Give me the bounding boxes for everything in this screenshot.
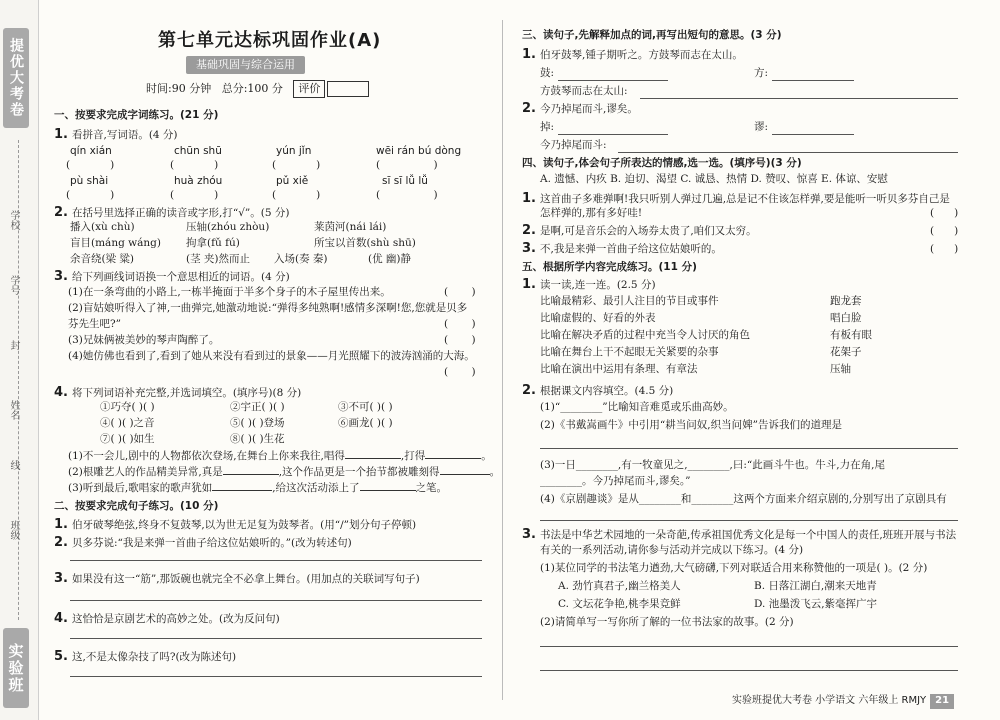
answer-blank[interactable]: ( ) [272,189,321,201]
series-logo-top: 提优大考卷 [3,28,29,128]
question-e1-cont: 怎样弹的,那有多好哇! [540,207,643,219]
section-3-heading: 三、读句子,先解释加点的词,再写出短句的意思。(3 分) [522,29,782,41]
match-right-item[interactable]: 压轴 [830,363,851,375]
sub-question: (1)某位同学的书法笔力遒劲,大气磅礴,下列对联适合用来称赞他的一项是( )。(2 分) [540,562,928,574]
pinyin: pǔ xiě [276,175,309,187]
question-e1: 1. 这首曲子多难弹啊!我只听别人弹过几遍,总是记不住该怎样弹,要是能听一听贝多芬自己是 [522,191,950,206]
answer-line[interactable] [772,134,854,135]
option-b[interactable]: B. 日落江湖白,潮来天地青 [754,580,877,592]
q3-sentence: (2)盲姑娘听得入了神,一曲弹完,她激动地说:“弹得多纯熟啊!感情多深啊!您,您就是贝多 [68,302,468,314]
question-p3: 3. 如果没有这一“筋”,那饭碗也就完全不必拿上舞台。(用加点的关联词写句子) [54,571,420,586]
page-subtitle: 基础巩固与综合运用 [186,56,305,74]
answer-blank[interactable]: ( ) [444,318,476,330]
seal-mark: 封 [8,340,19,350]
answer-blank[interactable]: ( ) [930,207,959,219]
section-2-heading: 二、按要求完成句子练习。(10 分) [54,500,219,512]
word-label: 方: [754,67,769,79]
line-mark: 线 [8,460,19,470]
question-e2: 2. 是啊,可是音乐会的入场券太贵了,咱们又太穷。 [522,223,757,238]
series-logo-bottom: 实验班 [3,628,29,708]
answer-line[interactable] [70,638,482,639]
match-left-item[interactable]: 比喻在舞台上干不起眼无关紧要的杂事 [540,346,719,358]
answer-line[interactable] [70,600,482,601]
emotion-options: A. 遗憾、内疚 B. 迫切、渴望 C. 诚恳、热情 D. 赞叹、惊喜 E. 体谅、安慰 [540,173,888,185]
answer-line[interactable] [540,448,958,449]
answer-blank[interactable]: ( ) [272,159,321,171]
pinyin: wēi rán bú dòng [376,145,462,157]
answer-line[interactable] [540,646,958,647]
choice-item[interactable]: 压轴(zhóu zhòu) [186,221,270,233]
idiom-blank[interactable]: ⑦( )( )如生 [100,433,155,445]
question-m2: 2. 根据课文内容填空。(4.5 分) [522,383,674,398]
idiom-blank[interactable]: ⑤( )( )登场 [230,417,285,429]
answer-line[interactable] [70,560,482,561]
match-right-item[interactable]: 唱白脸 [830,312,862,324]
eval-label: 评价 [293,80,325,98]
choice-item[interactable]: 入场(奏 秦) [274,253,328,265]
field-school: 学校 [8,210,19,230]
exam-info [146,80,369,98]
page-title: 第七单元达标巩固作业(A) [158,30,382,51]
choice-item[interactable]: 所宝以首数(shù shū) [314,237,416,249]
idiom-blank[interactable]: ⑧( )( )生花 [230,433,285,445]
choice-item[interactable]: 盲目(máng wáng) [70,237,161,249]
section-5-heading: 五、根据所学内容完成练习。(11 分) [522,261,697,273]
word-label: 掉: [540,121,555,133]
q3-sentence: (1)在一条弯曲的小路上,一栋半掩面于半多个身子的木子屋里传出来。 [68,286,391,298]
field-class: 班级 [8,520,19,540]
fill-sentence: (2)《书戴嵩画牛》中引用“耕当问奴,织当问婢”告诉我们的道理是 [540,419,842,431]
question-m3-cont: 有关的一系列活动,请你参与活动并完成以下练习。(4 分) [540,544,804,556]
match-right-item[interactable]: 花架子 [830,346,862,358]
question-p1: 1. 伯牙破琴绝弦,终身不复鼓琴,以为世无足复为鼓琴者。(用“/”划分句子停顿) [54,517,417,532]
word-label: 谬: [754,121,769,133]
idiom-blank[interactable]: ①巧夺( )( ) [100,401,155,413]
question-3: 3. 给下列画线词语换一个意思相近的词语。(4 分) [54,269,290,284]
question-p2: 2. 贝多芬说:“我是来弹一首曲子给这位姑娘听的。”(改为转述句) [54,535,352,550]
word-label: 鼓: [540,67,555,79]
field-name: 姓名 [8,400,19,420]
question-e3: 3. 不,我是来弹一首曲子给这位姑娘听的。 [522,241,722,256]
answer-line[interactable] [618,152,958,153]
choice-item[interactable]: 莱茵河(nái lái) [314,221,387,233]
answer-blank[interactable]: ( ) [444,286,476,298]
pinyin: chūn shū [174,145,222,157]
left-page [46,0,501,720]
option-c[interactable]: C. 文坛花争艳,桃李果竞鲜 [558,598,681,610]
answer-blank[interactable]: ( ) [444,366,476,378]
field-id: 学号 [8,275,19,295]
question-r1: 1. 伯牙鼓琴,锺子期听之。方鼓琴而志在太山。 [522,47,743,62]
answer-line[interactable] [640,98,958,99]
question-4: 4. 将下列词语补充完整,并选词填空。(填序号)(8 分) [54,385,302,400]
choice-item[interactable]: 余音绕(梁 粱) [70,253,135,265]
pinyin: huà zhóu [174,175,223,187]
option-a[interactable]: A. 劲竹真君子,幽兰格美人 [558,580,681,592]
answer-blank[interactable]: ( ) [66,159,115,171]
answer-line[interactable] [540,520,958,521]
fill-sentence: (1)不一会儿,剧中的人物都依次登场,在舞台上你来我往,唱得 ,打得 。 [68,450,492,462]
eval-box[interactable] [327,81,369,97]
match-right-item[interactable]: 有板有眼 [830,329,872,341]
answer-line[interactable] [772,80,854,81]
phrase-label: 方鼓琴而志在太山: [540,85,628,97]
time-info: 时间:90 分钟 [146,81,212,95]
answer-blank[interactable]: ( ) [170,159,219,171]
section-4-heading: 四、读句子,体会句子所表达的情感,选一选。(填序号)(3 分) [522,157,802,169]
idiom-blank[interactable]: ②宇正( )( ) [230,401,285,413]
option-d[interactable]: D. 池墨泼飞云,紫毫挥广宇 [754,598,878,610]
phrase-label: 今乃掉尾而斗: [540,139,607,151]
page-footer: 实验班提优大考卷 小学语文 六年级上 RMJY 21 [732,694,954,709]
answer-blank[interactable]: ( ) [930,225,959,237]
idiom-blank[interactable]: ③不可( )( ) [338,401,393,413]
binding-margin [0,0,39,720]
match-left-item[interactable]: 比喻虚假的、好看的外表 [540,312,656,324]
answer-line[interactable] [558,134,668,135]
score-info: 总分:100 分 [221,81,283,95]
question-r2: 2. 今乃掉尾而斗,谬矣。 [522,101,638,116]
idiom-blank[interactable]: ⑥画龙( )( ) [338,417,393,429]
answer-line[interactable] [540,670,958,671]
q3-sentence: 芬先生吧?” [68,318,121,330]
fill-sentence[interactable]: (1)“________”比喻知音难觅或乐曲高妙。 [540,401,734,413]
pinyin: pù shài [70,175,109,187]
section-1-heading: 一、按要求完成字词练习。(21 分) [54,109,219,121]
answer-blank[interactable]: ( ) [170,189,219,201]
q3-sentence: (3)兄妹俩被美妙的琴声陶醉了。 [68,334,220,346]
answer-blank[interactable]: ( ) [930,243,959,255]
question-m3: 3. 书法是中华艺术园地的一朵奇葩,传承祖国优秀文化是每一个中国人的责任,班班开展与书法 [522,527,957,542]
pinyin: yún jǐn [276,145,312,157]
answer-blank[interactable]: ( ) [444,334,476,346]
choice-item[interactable]: 播入(xù chù) [70,221,135,233]
page-divider [502,20,503,700]
answer-blank[interactable]: ( ) [376,159,438,171]
answer-blank[interactable]: ( ) [66,189,115,201]
question-m1: 1. 读一读,连一连。(2.5 分) [522,277,656,292]
fill-sentence: (2)根雕艺人的作品精美异常,真是 ,这个作品更是一个抬节都被雕刻得 。 [68,466,501,478]
idiom-blank[interactable]: ④( )( )之音 [100,417,155,429]
match-right-item[interactable]: 跑龙套 [830,295,862,307]
sub-question: (2)请简单写一写你所了解的一位书法家的故事。(2 分) [540,616,794,628]
fill-sentence: (3)听到最后,歌唱家的歌声犹如 ,给这次活动添上了 之笔。 [68,482,448,494]
choice-item[interactable]: (优 幽)静 [368,253,412,265]
match-left-item[interactable]: 比喻在演出中运用有条理、有章法 [540,363,698,375]
choice-item[interactable]: (茎 夹)然而止 [186,253,251,265]
pinyin: sī sī lǚ lǚ [382,175,428,187]
answer-line[interactable] [558,80,668,81]
question-1: 1. 看拼音,写词语。(4 分) [54,127,178,142]
choice-item[interactable]: 拘拿(fǔ fú) [186,237,240,249]
right-page [518,0,968,720]
fill-sentence[interactable]: ________。今乃掉尾而斗,谬矣。” [540,475,691,487]
question-p5: 5. 这,不是太像杂技了吗?(改为陈述句) [54,649,237,664]
pinyin: qín xián [70,145,112,157]
question-2: 2. 在括号里选择正确的读音或字形,打“√”。(5 分) [54,205,290,220]
fill-sentence[interactable]: (4)《京剧趣谈》是从________和________这两个方面来介绍京剧的,分别写出了京剧具有 [540,493,947,505]
match-left-item[interactable]: 比喻最精彩、最引人注目的节目或事件 [540,295,719,307]
fill-sentence[interactable]: (3)一日________,有一牧童见之,________,曰:“此画斗牛也。牛斗,力在角,尾 [540,459,885,471]
answer-line[interactable] [70,676,482,677]
answer-blank[interactable]: ( ) [376,189,438,201]
page-number: 21 [930,694,954,709]
q3-sentence: (4)她仿佛也看到了,看到了她从来没有看到过的景象——月光照耀下的波涛汹涌的大海。 [68,350,475,362]
match-left-item[interactable]: 比喻在解决矛盾的过程中充当令人讨厌的角色 [540,329,750,341]
question-p4: 4. 这恰恰是京剧艺术的高妙之处。(改为反问句) [54,611,280,626]
